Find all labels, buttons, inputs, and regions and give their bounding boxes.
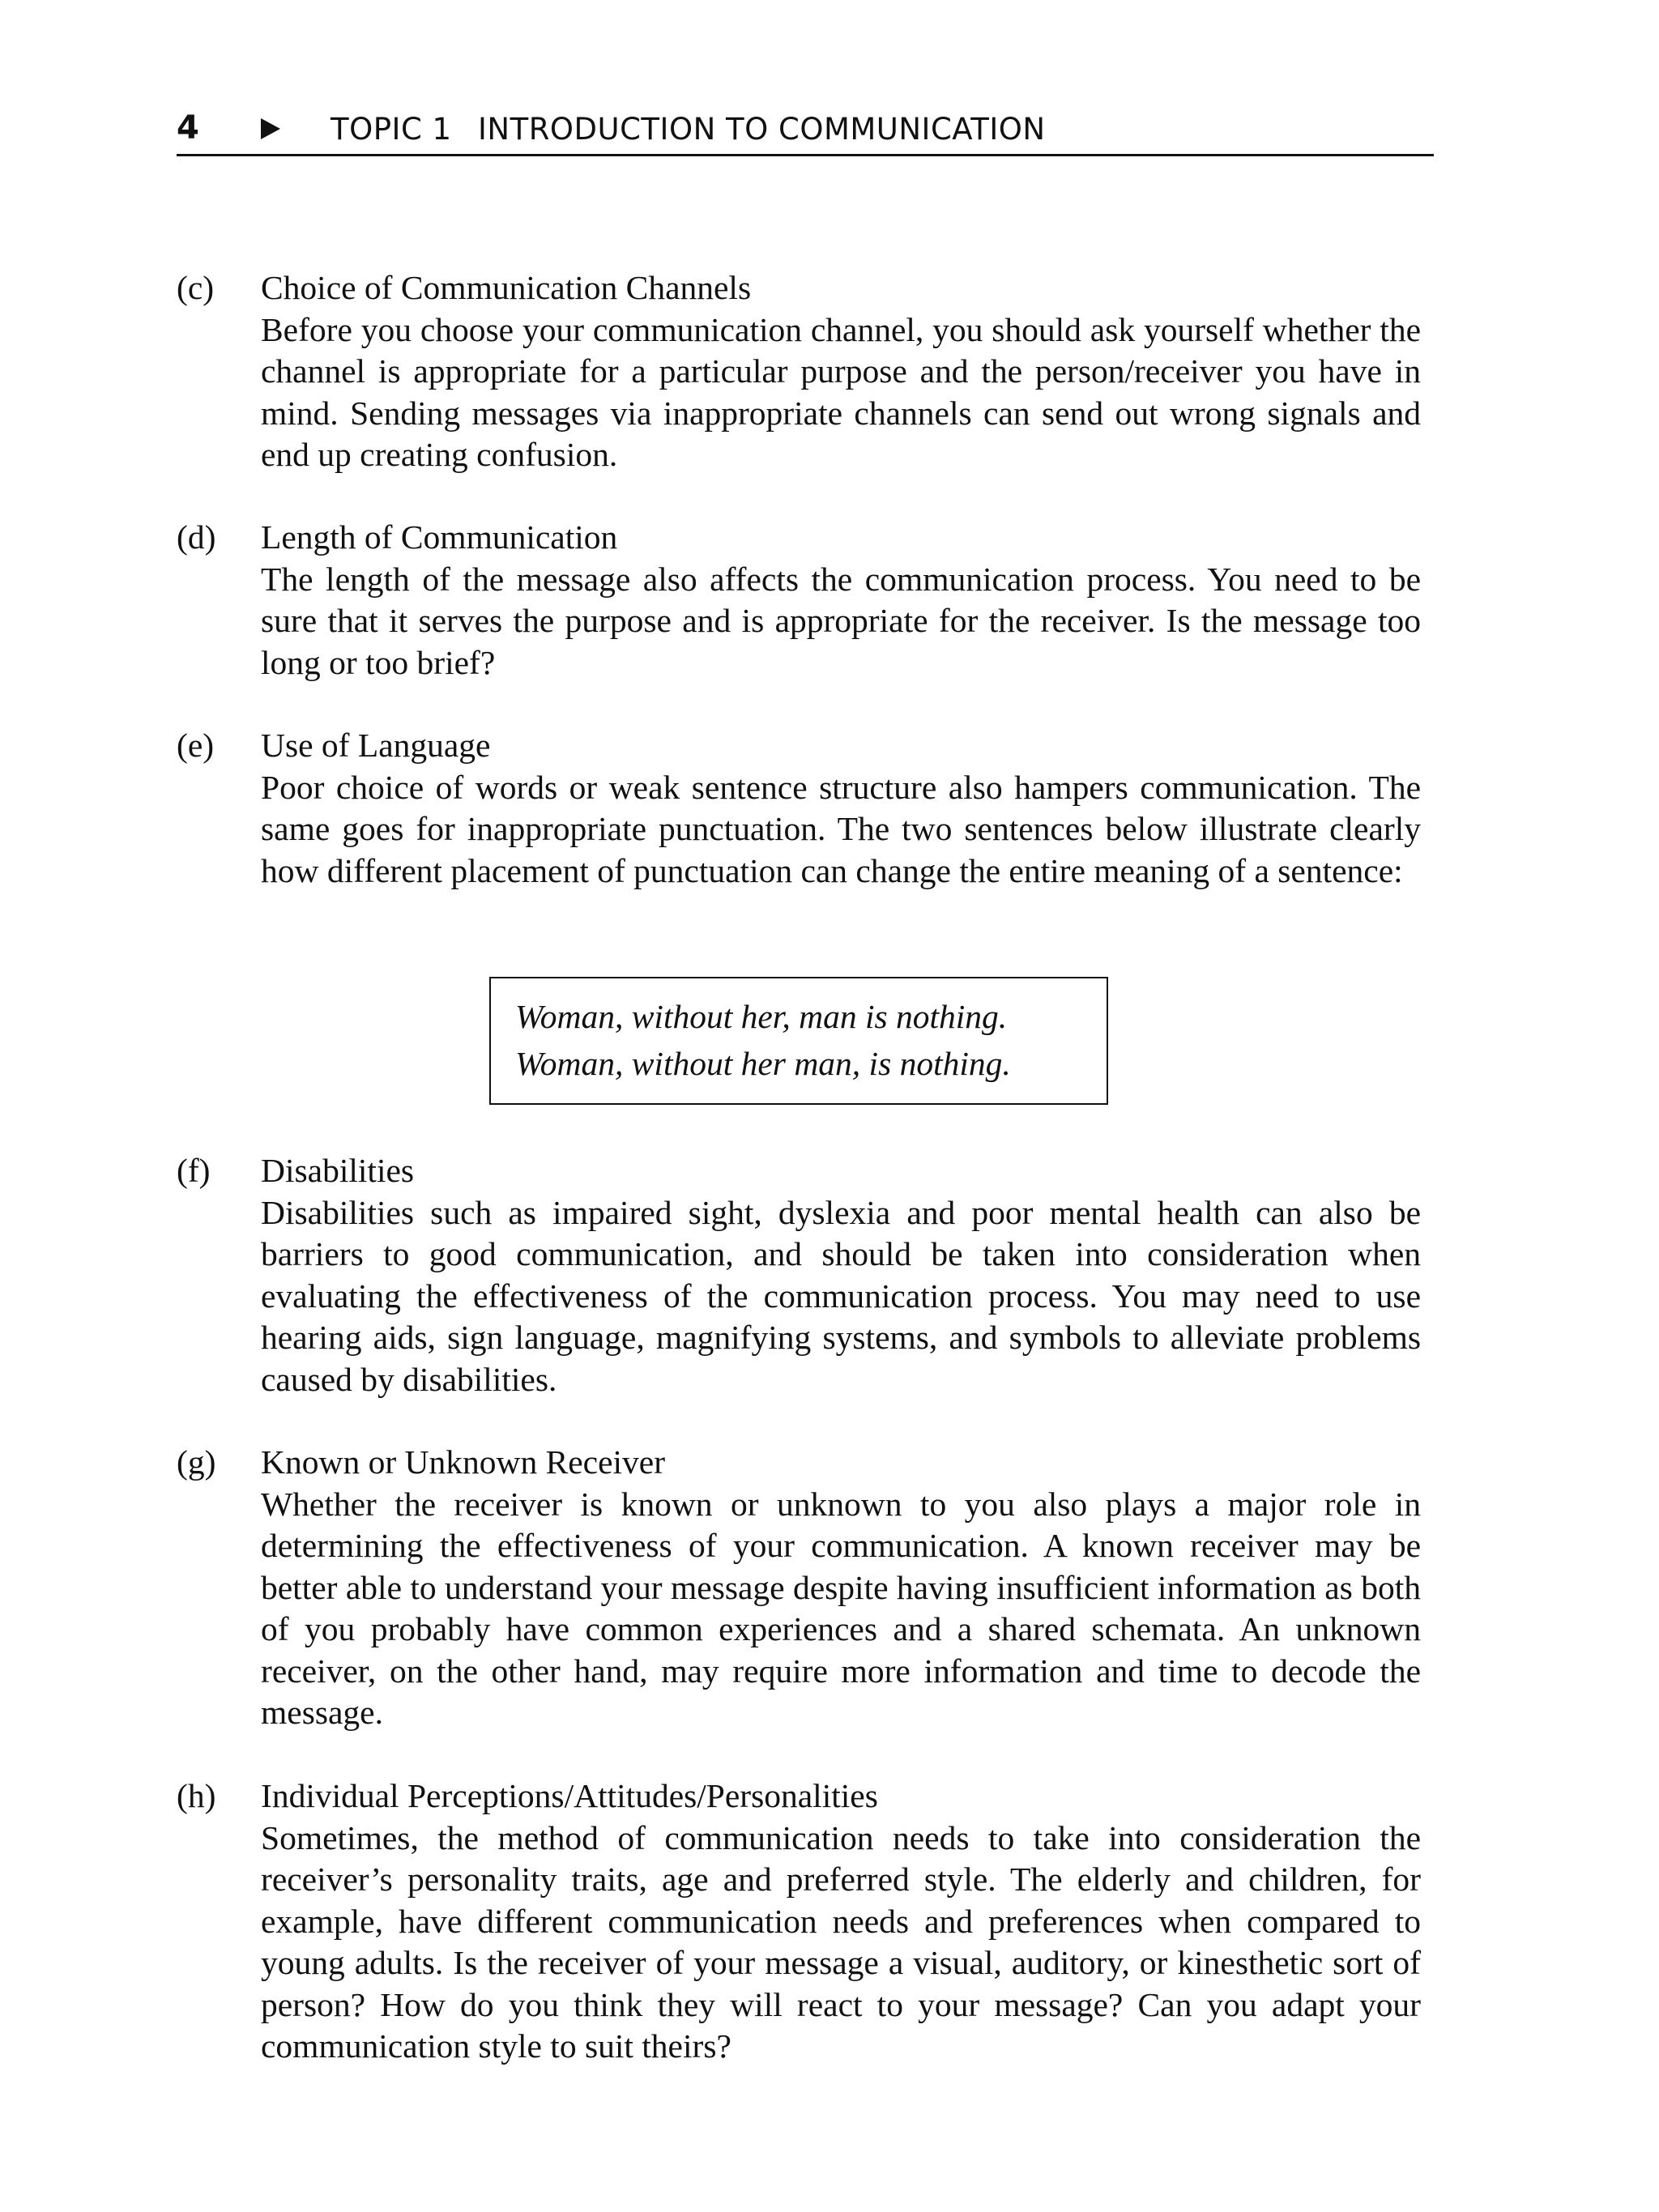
page-number: 4: [177, 109, 199, 147]
item-label: (e): [177, 727, 215, 764]
item-heading: Choice of Communication Channels: [261, 269, 752, 306]
item-heading: Individual Perceptions/Attitudes/Personalities: [261, 1777, 878, 1814]
item-paragraph: Disabilities such as impaired sight, dyslexia and poor mental health can also be barriers to good communication, and should be taken into consideration when evaluating the effectiveness of the communication process. You may need to use hearing aids, sign language, magnifying systems, and symbols to alleviate problems caused by disabilities.: [261, 1193, 1421, 1398]
item-heading: Known or Unknown Receiver: [261, 1443, 666, 1481]
item-content: [261, 1775, 1421, 2068]
item-label: (g): [177, 1443, 216, 1481]
item-label: (f): [177, 1152, 211, 1189]
item-paragraph: Poor choice of words or weak sentence structure also hampers communication. The same goes for inappropriate punctuation. The two sentences below illustrate clearly how different placement of punctuation can change the entire meaning of a sentence:: [261, 768, 1421, 889]
item-paragraph: Sometimes, the method of communication needs to take into consideration the receiver’s personality traits, age and preferred style. The elderly and children, for example, have different communication needs and preferences when compared to young adults. Is the receiver of your message a visual, auditory, or kinesthetic sort of person? How do you think they will react to your message? Can you adapt your communication style to suit theirs?: [261, 1818, 1421, 2065]
header-title: INTRODUCTION TO COMMUNICATION: [478, 112, 1046, 147]
running-header: [177, 104, 1434, 156]
item-content: [261, 267, 1421, 476]
item-paragraph: Before you choose your communication channel, you should ask yourself whether the channel is appropriate for a particular purpose and the person/receiver you have in mind. Sending messages via inappropriate channels can send out wrong signals and end up creating confusion.: [261, 310, 1421, 473]
example-sentence-1: Woman, without her, man is nothing.: [515, 998, 1008, 1035]
item-heading: Use of Language: [261, 727, 491, 764]
punctuation-example-box: [489, 977, 1108, 1105]
item-paragraph: The length of the message also affects the communication process. You need to be sure that it serves the purpose and is appropriate for the receiver. Is the message too long or too brief?: [261, 560, 1421, 681]
item-heading: Length of Communication: [261, 518, 618, 556]
item-label: (d): [177, 518, 216, 556]
item-label: (c): [177, 269, 215, 306]
item-content: [261, 1442, 1421, 1734]
item-content: [261, 725, 1421, 892]
item-content: [261, 1150, 1421, 1400]
play-arrow-icon: [261, 118, 280, 139]
item-heading: Disabilities: [261, 1152, 415, 1189]
header-topic: TOPIC 1: [331, 112, 452, 147]
item-paragraph: Whether the receiver is known or unknown to you also plays a major role in determining the effectiveness of your communication. A known receiver may be better able to understand your message despite having insufficient information as both of you probably have common experiences and a shared schemata. An unknown receiver, on the other hand, may require more information and time to decode the message.: [261, 1485, 1421, 1731]
item-label: (h): [177, 1777, 216, 1814]
example-sentence-2: Woman, without her man, is nothing.: [515, 1045, 1011, 1082]
item-content: [261, 517, 1421, 684]
